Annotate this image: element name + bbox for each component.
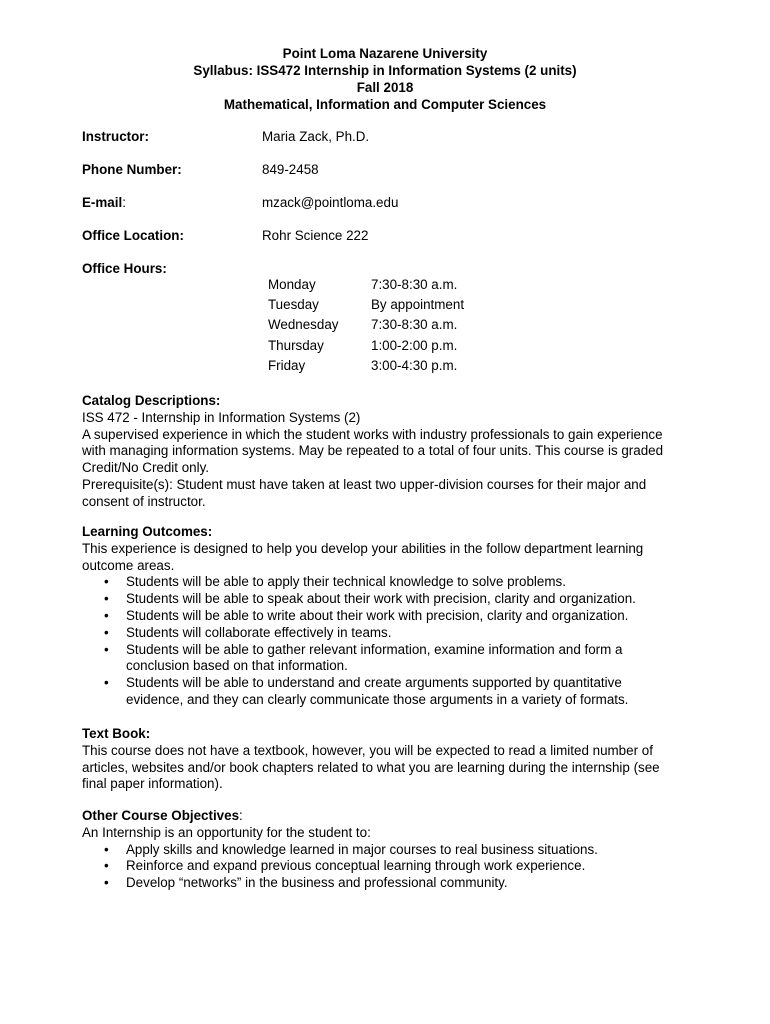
office-hours-day: Tuesday: [268, 297, 319, 313]
instructor-label: Instructor:: [82, 129, 149, 144]
textbook-section: [82, 726, 692, 793]
list-item-text: • Apply skills and knowledge learned in major courses to real business situations.: [126, 841, 598, 857]
list-item-text: • Students will be able to gather relevant information, examine information and form a: [126, 641, 623, 657]
catalog-line: Prerequisite(s): Student must have taken at least two upper-division courses for their major and: [82, 476, 647, 492]
office-hours-row: [268, 358, 464, 378]
catalog-heading: Catalog Descriptions:: [82, 393, 221, 408]
department-title: Mathematical, Information and Computer Sciences: [223, 97, 547, 112]
textbook-heading: Text Book:: [82, 726, 151, 741]
list-item: [82, 625, 692, 642]
email-value[interactable]: mzack@pointloma.edu: [262, 195, 399, 210]
objectives-heading: [82, 808, 692, 825]
objectives-list: [82, 842, 692, 892]
syllabus-title: Syllabus: ISS472 Internship in Information Systems (2 units): [193, 63, 577, 78]
office-hours-time: 7:30-8:30 a.m.: [371, 317, 458, 333]
textbook-line: This course does not have a textbook, however, you will be expected to read a limited number of: [82, 742, 653, 758]
list-item-text: • Students will be able to speak about their work with precision, clarity and organization.: [126, 591, 636, 607]
office-hours-time: By appointment: [371, 297, 465, 313]
list-item-text: • Develop “networks” in the business and professional community.: [126, 875, 508, 891]
learning-outcomes-section: [82, 524, 692, 709]
office-hours-row: [268, 338, 464, 358]
objectives-intro: An Internship is an opportunity for the student to:: [82, 824, 371, 840]
list-item: [82, 842, 692, 859]
office-hours-time: 7:30-8:30 a.m.: [371, 277, 458, 292]
catalog-line: ISS 472 - Internship in Information Systems (2): [82, 409, 361, 425]
office-hours-day: Monday: [268, 277, 316, 292]
office-hours-row: [268, 277, 464, 297]
textbook-line: articles, websites and/or book chapters related to what you are learning during the internship (see: [82, 759, 660, 775]
instructor-value: Maria Zack, Ph.D.: [262, 129, 370, 144]
office-label: Office Location:: [82, 228, 184, 243]
office-hours-table: [268, 277, 464, 378]
email-label: [82, 195, 126, 212]
phone-value: 849-2458: [262, 162, 319, 177]
catalog-section: [82, 393, 692, 511]
email-label-colon: :: [122, 195, 126, 210]
list-item-text: • Students will be able to understand and create arguments supported by quantitative: [126, 675, 622, 691]
term-title: Fall 2018: [356, 80, 414, 95]
catalog-line: with managing information systems. May be repeated to a total of four units. This course is graded: [82, 443, 664, 459]
textbook-line: final paper information).: [82, 776, 223, 792]
objectives-heading-colon: :: [239, 808, 243, 823]
office-hours-row: [268, 297, 464, 317]
email-label-text: E-mail: [82, 195, 123, 210]
catalog-line: A supervised experience in which the student works with industry professionals to gain experience: [82, 426, 663, 442]
outcomes-list: [82, 574, 692, 708]
office-value: Rohr Science 222: [262, 228, 369, 243]
objectives-section: [82, 808, 692, 892]
list-item-text: conclusion based on that information.: [126, 658, 348, 674]
objectives-heading-text: Other Course Objectives: [82, 808, 240, 823]
list-item-text: • Students will collaborate effectively in teams.: [126, 624, 392, 640]
list-item-text: • Students will be able to apply their technical knowledge to solve problems.: [126, 574, 566, 590]
list-item: [82, 642, 692, 676]
list-item: [82, 858, 692, 875]
office-hours-label: Office Hours:: [82, 261, 167, 276]
office-hours-day: Wednesday: [268, 317, 339, 333]
list-item: [82, 608, 692, 625]
list-item-text: • Reinforce and expand previous conceptual learning through work experience.: [126, 858, 586, 874]
list-item-text: • Students will be able to write about their work with precision, clarity and organization.: [126, 607, 629, 623]
office-hours-day: Thursday: [268, 337, 324, 353]
catalog-line: Credit/No Credit only.: [82, 460, 210, 476]
list-item: [82, 591, 692, 608]
outcomes-heading: Learning Outcomes:: [82, 524, 213, 539]
list-item: [82, 675, 692, 709]
outcomes-intro-line: This experience is designed to help you develop your abilities in the follow department learning: [82, 540, 644, 556]
university-title: Point Loma Nazarene University: [282, 46, 488, 61]
catalog-line: consent of instructor.: [82, 493, 206, 509]
list-item-text: evidence, and they can clearly communicate those arguments in a variety of formats.: [126, 691, 629, 707]
list-item: [82, 875, 692, 892]
outcomes-intro-line: outcome areas.: [82, 557, 175, 573]
office-hours-time: 1:00-2:00 p.m.: [371, 337, 458, 353]
office-hours-day: Friday: [268, 357, 306, 373]
office-hours-time: 3:00-4:30 p.m.: [371, 357, 458, 373]
list-item: [82, 574, 692, 591]
phone-label: Phone Number:: [82, 162, 182, 177]
office-hours-row: [268, 317, 464, 337]
